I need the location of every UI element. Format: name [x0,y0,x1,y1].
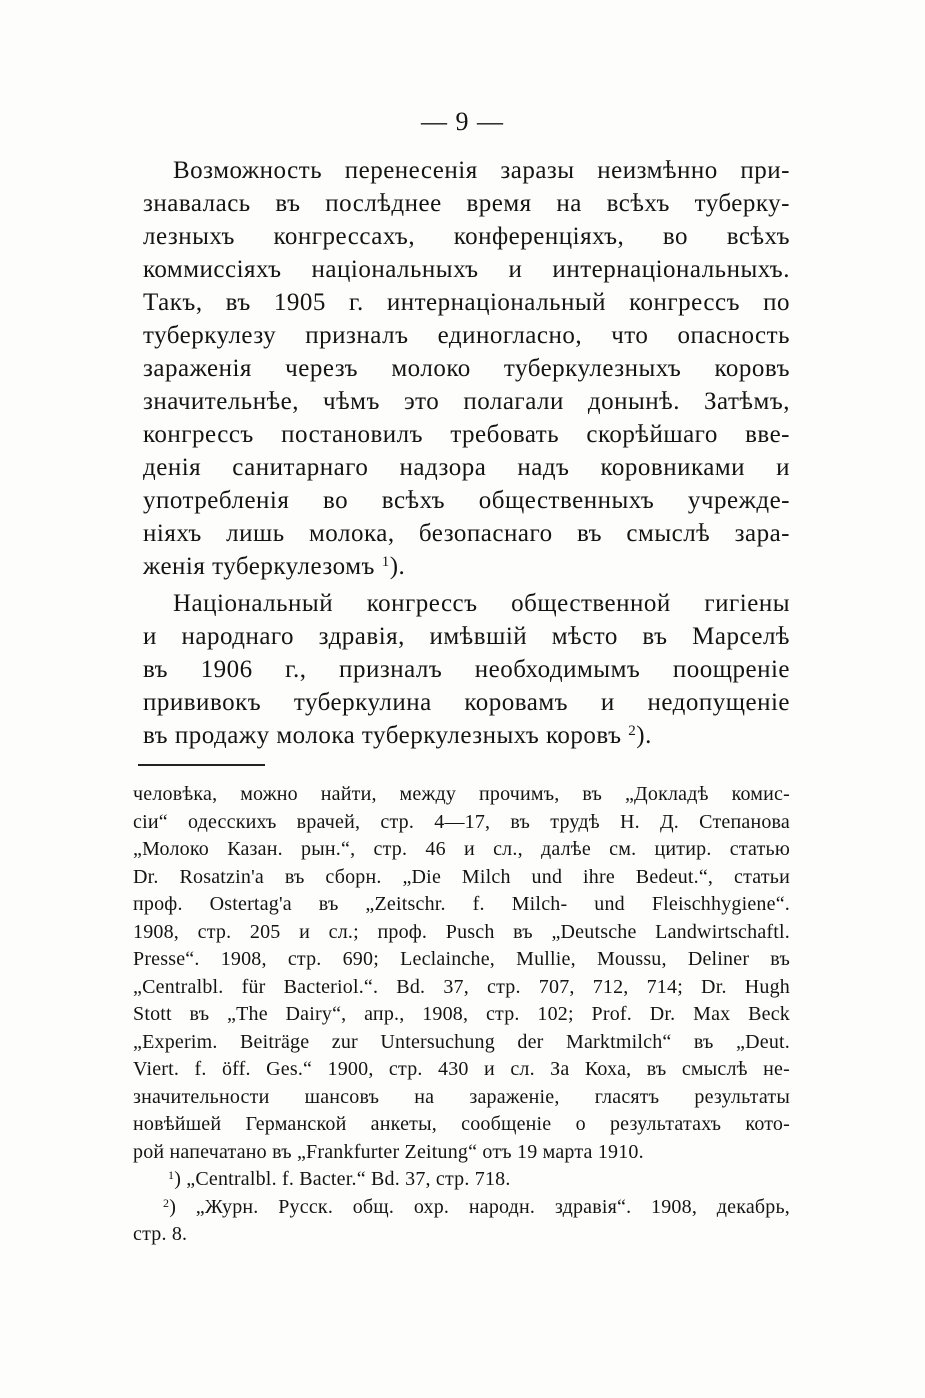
body-line-last [143,719,790,752]
body-line: денія санитарнаго надзора надъ коровниками и [143,453,790,481]
footnote-line: человѣка, можно найти, между прочимъ, въ „Докладѣ комис- [133,783,790,805]
footnote-line: „Молоко Казан. рын.“, стр. 46 и сл., далѣе см. цитир. статью [133,838,790,860]
body-line-text: въ продажу молока туберкулезныхъ коровъ [143,721,629,749]
footnote-mark: 2 [163,1195,170,1210]
paragraph-1 [143,154,790,583]
body-line: конгрессъ постановилъ требовать скорѣйшаго вве- [143,420,790,448]
body-line-last [143,550,790,583]
body-line: значительнѣе, чѣмъ это полагали донынѣ. Затѣмъ, [143,387,790,415]
footnote-2 [133,1194,790,1249]
footnote-1 [133,1166,790,1194]
body-line: употребленія во всѣхъ общественныхъ учрежде- [143,486,790,514]
body-line: лезныхъ конгрессахъ, конференціяхъ, во всѣхъ [143,222,790,250]
body-line: Возможность перенесенія заразы неизмѣнно при- [173,156,790,184]
paragraph-2 [143,587,790,752]
footnote-line: значительности шансовъ на зараженіе, гласятъ результаты [133,1085,790,1108]
body-line: знавалась въ послѣднее время на всѣхъ туберку- [143,189,790,217]
footnote-reference-mark: 2 [628,723,637,739]
body-line: коммиссіяхъ національныхъ и интернаціональныхъ. [143,255,790,283]
body-line: въ 1906 г., призналъ необходимымъ поощреніе [143,655,790,683]
footnotes [133,781,790,1249]
page-number: — 9 — [421,107,504,136]
footnote-line: новѣйшей Германской анкеты, сообщеніе о результатахъ кото- [133,1113,790,1135]
footnote-line [168,1166,790,1194]
body-line-tail: ). [636,721,652,749]
footnote-line: Presse“. 1908, стр. 690; Leclainche, Mullie, Moussu, Deliner въ [133,948,790,970]
footnote-line: Viert. f. öff. Ges.“ 1900, стр. 430 и сл. За Коха, въ смыслѣ не- [133,1058,790,1080]
footnote-mark: 1 [168,1168,175,1182]
body-line-text: женія туберкулезомъ [143,552,382,580]
footnote-line [163,1194,790,1222]
footnote-line: рой напечатано въ „Frankfurter Zeitung“ отъ 19 марта 1910. [133,1140,644,1163]
body-line: туберкулезу призналъ единогласно, что опасность [143,321,790,349]
body-line: Національный конгрессъ общественной гигіены [173,589,790,617]
body-line: зараженія черезъ молоко туберкулезныхъ коровъ [143,354,790,382]
footnote-line: сіи“ одесскихъ врачей, стр. 4—17, въ трудѣ Н. Д. Степанова [133,810,790,833]
body-line: ніяхъ лишь молока, безопаснаго въ смыслѣ зара- [143,519,790,547]
body-line: и народнаго здравія, имѣвшій мѣсто въ Марселѣ [143,622,790,650]
footnote-line: Stott въ „The Dairy“, апр., 1908, стр. 102; Prof. Dr. Max Beck [133,1003,790,1025]
footnote-line: Dr. Rosatzin'а въ сборн. „Die Milch und ihre Bedeut.“, статьи [133,865,790,888]
body-line: Такъ, въ 1905 г. интернаціональный конгрессъ по [143,288,790,316]
footnote-line: стр. 8. [133,1223,188,1245]
footnote-text: ) „Журн. Русск. общ. охр. народн. здравія“. 1908, декабрь, [169,1195,790,1218]
footnote-line: 1908, стр. 205 и сл.; проф. Pusch въ „Deutsche Landwirtschaftl. [133,920,790,943]
footnote-reference-mark: 1 [381,554,390,570]
footnote-continuation [133,781,790,1166]
body-line: прививокъ туберкулина коровамъ и недопущеніе [143,688,790,716]
body-line-tail: ). [389,552,406,580]
footnote-text: ) „Centralbl. f. Bacter.“ Bd. 37, стр. 718. [174,1168,511,1190]
footnote-line: проф. Ostertag'а въ „Zeitschr. f. Milch- und Fleischhygiene“. [133,893,790,915]
footnote-line: „Centralbl. für Bacteriol.“. Bd. 37, стр. 707, 712, 714; Dr. Hugh [133,975,790,998]
footnote-divider [138,764,265,766]
footnote-line: „Experim. Beiträge zur Untersuchung der Marktmilch“ въ „Deut. [133,1030,790,1053]
